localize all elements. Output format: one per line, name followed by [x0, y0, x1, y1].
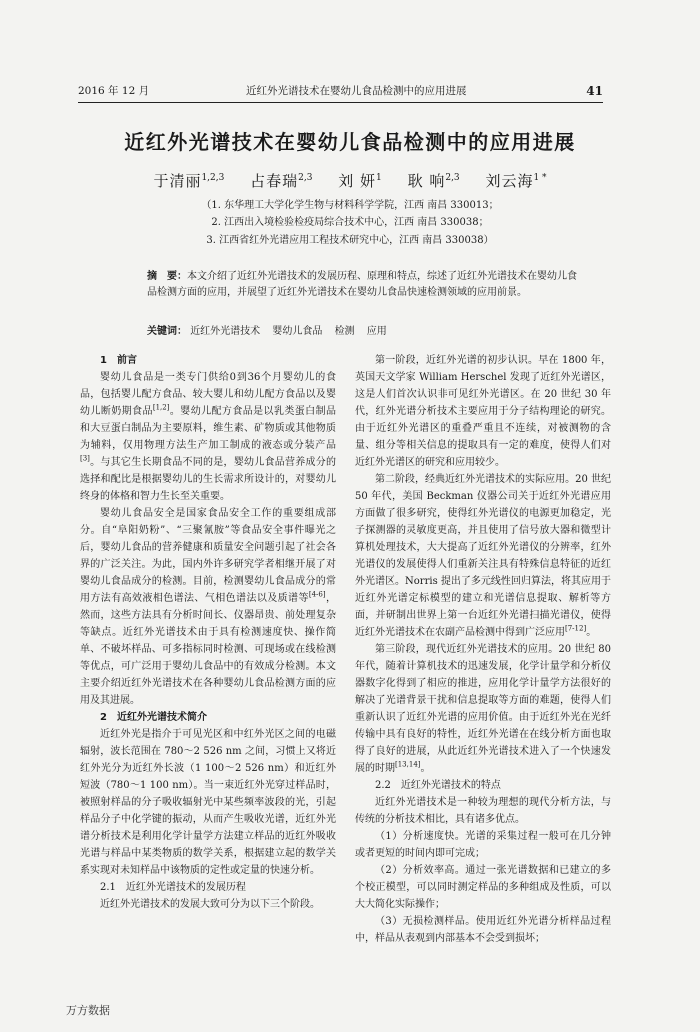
affiliation-line: （1. 东华理工大学化学生物与材料科学学院，江西 南昌 330013；: [201, 200, 499, 211]
paragraph: （3）无损检测样品。使用近红外光谱分析样品过程中，样品从表观到内部基本不会受到损坏；: [355, 916, 611, 944]
abstract-label: 摘 要：: [147, 271, 187, 282]
keywords: [147, 324, 577, 340]
paragraph: 第二阶段，经典近红外光谱技术的实际应用。20 世纪 50 年代，美国 Beckman 仪器公司关于近红外光谱应用方面做了很多研究，使得红外光谱仪的电源更加稳定，光子探测器的灵敏度更高，并且使用了信号放大器和微型计算机处理技术，大大提高了近红外光谱仪的分辨率，红外光谱仪的发展使得人们重新关注具有特殊信息特征的近红外光谱区。Norris 提出了多元线性回归算法，将其应用于近红外光谱定标模型的建立和光谱信息提取、解析等方面，并研制出世界上第一台近红外光谱扫描光谱仪，使得近红外光谱技术在农副产品检测中得到广泛应用[7-12]。: [355, 474, 611, 638]
page-number: 41: [586, 84, 603, 98]
paper-title: 近红外光谱技术在婴幼儿食品检测中的应用进展: [124, 130, 576, 154]
paragraph: 近红外光谱技术的发展大致可分为以下三个阶段。: [100, 899, 320, 910]
right-column: [355, 352, 611, 972]
author: 于清丽$^{1,2,3}$: [153, 172, 225, 190]
affiliation-line: 2. 江西出入境检验检疫局综合技术中心，江西 南昌 330038；: [211, 217, 489, 228]
header-rule: [78, 102, 603, 103]
paragraph: 近红外光是指介于可见光区和中红外光区之间的电磁辐射，波长范围在 780～2 526 nm 之间，习惯上又将近红外光分为近红外长波（1 100～2 526 nm）和近红外短波（780～1 100 nm）。当一束近红外光穿过样品时，被照射样品的分子吸收辐射光中某些频率波段的光，引起样品分子中化学键的振动，从而产生吸收光谱，近红外光谱分析技术是利用化学计量学方法建立样品的近红外吸收光谱与样品中某类物质的数学关系，根据建立起的数学关系实现对未知样品中该物质的定性或定量的快速分析。: [80, 729, 336, 876]
section-heading: 2 近红外光谱技术简介: [100, 712, 207, 723]
footer-watermark: 万方数据: [66, 1004, 110, 1017]
author: 刘 妍$^1$: [338, 172, 382, 190]
paragraph: 第一阶段，近红外光谱的初步认识。早在 1800 年，英国天文学家 William Herschel 发现了近红外光谱区，这是人们首次认识非可见红外光谱区。在 20 世纪 30 年代，红外光谱分析技术主要应用于分子结构理论的研究。由于近红外光谱区的重叠严重且不连续，对被测物的含量、组分等相关信息的提取具有一定的难度，使得人们对近红外光谱区的研究和应用较少。: [355, 355, 611, 468]
keyword: 检测: [334, 326, 355, 337]
abstract: [147, 269, 577, 301]
author: 耿 响$^{2,3}$: [407, 172, 460, 190]
abstract-text: 本文介绍了近红外光谱技术的发展历程、原理和特点，综述了近红外光谱技术在婴幼儿食品检测方面的应用，并展望了近红外光谱技术在婴幼儿食品快速检测领域的应用前景。: [147, 271, 577, 298]
paragraph: 婴幼儿食品是一类专门供给0到36个月婴幼儿的食品，包括婴儿配方食品、较大婴儿和幼儿配方食品以及婴幼儿断奶期食品[1,2]。婴幼儿配方食品是以乳类蛋白制品和大豆蛋白制品为主要原料，维生素、矿物质或其他物质为辅料，仅用物理方法生产加工制成的液态或分装产品[3]。与其它生长期食品不同的是，婴幼儿食品营养成分的选择和配比是根据婴幼儿的生长需求所设计的，对婴幼儿终身的体格和智力生长至关重要。: [80, 372, 336, 502]
header-date: 2016 年 12 月: [78, 85, 150, 97]
header-running-title: 近红外光谱技术在婴幼儿食品检测中的应用进展: [246, 85, 467, 97]
paragraph: （2）分析效率高。通过一张光谱数据和已建立的多个校正模型，可以同时测定样品的多种组成及性质，可以大大简化实际操作；: [355, 865, 611, 910]
keyword: 婴幼儿食品: [272, 326, 323, 337]
paragraph: 第三阶段，现代近红外光谱技术的应用。20 世纪 80 年代，随着计算机技术的迅速发展，化学计量学和分析仪器数字化得到了相应的推进，应用化学计量学方法很好的解决了光谱背景干扰和信息提取等方面的难题，使得人们重新认识了近红外光谱的应用价值。由于近红外光在光纤传输中具有良好的特性，近红外光谱在在线分析方面也取得了良好的进展，从此近红外光谱技术进入了一个快速发展的时期[13,14]。: [355, 644, 611, 774]
paragraph: 近红外光谱技术是一种较为理想的现代分析方法，与传统的分析技术相比，具有诸多优点。: [355, 797, 611, 825]
keywords-label: 关键词：: [147, 326, 187, 337]
subsection-heading: 2.1 近红外光谱技术的发展历程: [100, 882, 246, 893]
paragraph: 婴幼儿食品安全是国家食品安全工作的重要组成部分。自“阜阳奶粉”、“三聚氰胺”等食品安全事件曝光之后，婴幼儿食品的营养健康和质量安全问题引起了社会各界的广泛关注。为此，国内外许多研究学者相继开展了对婴幼儿食品成分的检测。目前，检测婴幼儿食品成分的常用方法有高效液相色谱法、气相色谱法以及质谱等[4-6]，然而，这些方法具有分析时间长、仪器昂贵、前处理复杂等缺点。近红外光谱技术由于具有检测速度快、操作简单、不破坏样品、可多指标同时检测、可现场或在线检测等优点，可广泛用于婴幼儿食品中的有效成分检测。本文主要介绍近红外光谱技术在各种婴幼儿食品检测方面的应用及其进展。: [80, 508, 336, 706]
section-heading: 1 前言: [100, 355, 137, 366]
author-list: [0, 170, 700, 191]
author: 占春瑞$^{2,3}$: [250, 172, 313, 190]
affiliation-line: 3. 江西省红外光谱应用工程技术研究中心，江西 南昌 330038）: [206, 235, 494, 246]
subsection-heading: 2.2 近红外光谱技术的特点: [375, 780, 501, 791]
left-column: [80, 352, 336, 972]
keyword: 应用: [366, 326, 387, 337]
running-header: [78, 83, 603, 99]
paragraph: （1）分析速度快。光谱的采集过程一般可在几分钟或者更短的时间内即可完成；: [355, 831, 611, 859]
author: 刘云海$^{1 *}$: [485, 172, 547, 190]
keyword: 近红外光谱技术: [190, 326, 261, 337]
